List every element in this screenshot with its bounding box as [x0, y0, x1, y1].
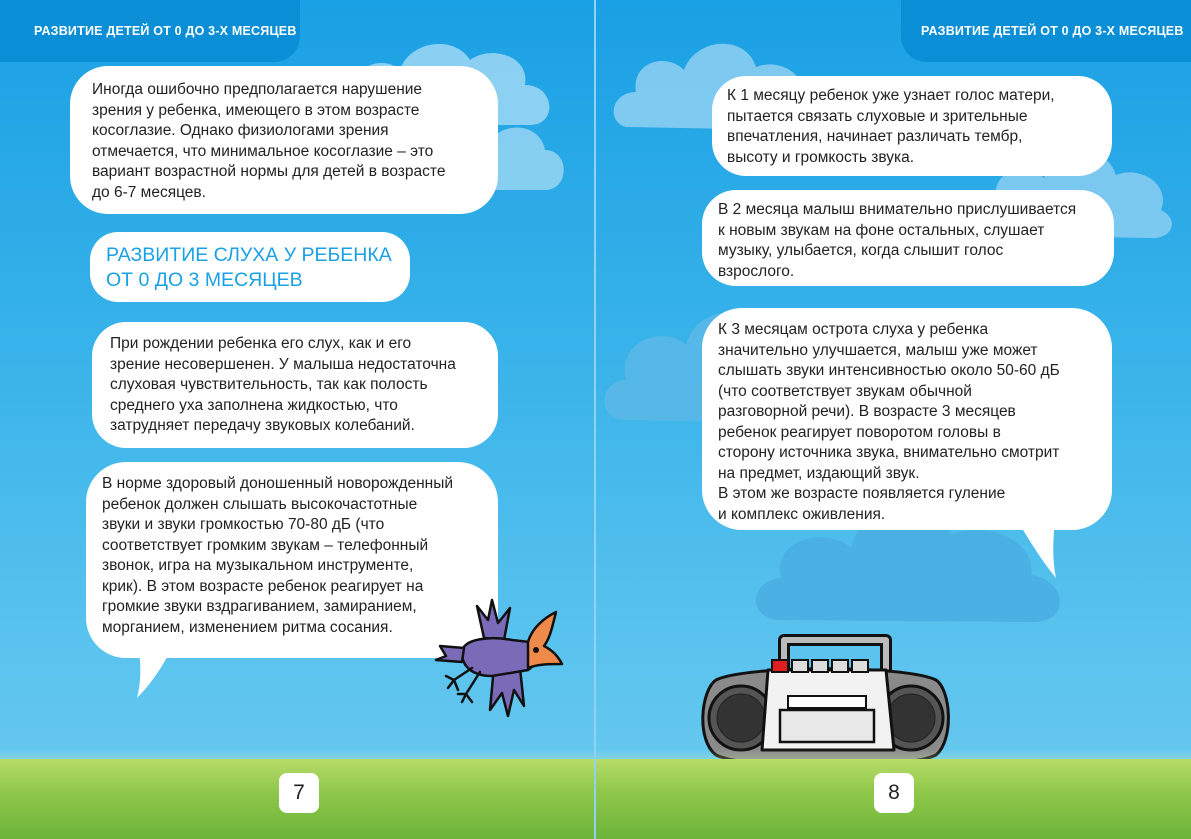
speech-bubble: [712, 76, 1112, 176]
page-header: РАЗВИТИЕ ДЕТЕЙ ОТ 0 ДО 3-Х МЕСЯЦЕВ: [0, 0, 300, 62]
text-line: слуховая чувствительность, так как полость: [110, 376, 428, 393]
right-page: [596, 0, 1191, 839]
text-line: взрослого.: [718, 262, 795, 280]
bubble-text: [92, 80, 482, 203]
bird-illustration: [432, 598, 566, 718]
text-line: зрение несовершенен. У малыша недостаточна: [110, 355, 456, 373]
heading-line: РАЗВИТИЕ СЛУХА У РЕБЕНКА: [106, 244, 392, 266]
text-line: К 1 месяцу ребенок уже узнает голос матери,: [727, 87, 1055, 104]
left-page: [0, 0, 594, 839]
text-line: высоту и громкость звука.: [727, 148, 915, 166]
speech-bubble: [702, 190, 1114, 286]
page-header: РАЗВИТИЕ ДЕТЕЙ ОТ 0 ДО 3-Х МЕСЯЦЕВ: [901, 0, 1191, 62]
heading-line: ОТ 0 ДО 3 МЕСЯЦЕВ: [106, 269, 303, 291]
text-line: Иногда ошибочно предполагается нарушение: [92, 81, 423, 98]
text-line: косоглазие. Однако физиологами зрения: [92, 122, 389, 139]
text-line: ребенок должен слышать высокочастотные: [102, 495, 418, 513]
text-line: крик). В этом возрасте ребенок реагирует на: [102, 577, 424, 595]
text-line: отмечается, что минимальное косоглазие – это: [92, 142, 434, 160]
text-line: музыку, улыбается, когда слышит голос: [718, 242, 1004, 259]
section-heading: [90, 232, 410, 302]
text-line: затрудняет передачу звуковых колебаний.: [110, 417, 415, 434]
text-line: к новым звукам на фоне остальных, слушает: [718, 221, 1045, 239]
text-line: зрения у ребенка, имеющего в этом возрасте: [92, 101, 420, 119]
text-line: При рождении ребенка его слух, как и его: [110, 335, 412, 352]
text-line: К 3 месяцам острота слуха у ребенка: [718, 321, 989, 338]
text-line: громкие звуки вздрагиванием, замиранием,: [102, 598, 417, 615]
page-number: 7: [279, 773, 319, 813]
text-line: сторону источника звука, внимательно смотрит: [718, 444, 1060, 461]
text-line: пытается связать слуховые и зрительные: [727, 107, 1028, 125]
text-line: среднего уха заполнена жидкостью, что: [110, 396, 398, 414]
text-line: звуки и звуки громкостью 70-80 дБ (что: [102, 516, 385, 533]
text-line: звонок, игра на музыкальном инструменте,: [102, 557, 414, 574]
text-line: В норме здоровый доношенный новорожденный: [102, 475, 454, 492]
text-line: значительно улучшается, малыш уже может: [718, 341, 1038, 359]
text-line: слышать звуки интенсивностью около 50-60 дБ: [718, 362, 1060, 379]
text-line: и комплекс оживления.: [718, 505, 886, 523]
text-line: (что соответствует звукам обычной: [718, 382, 972, 400]
text-line: морганием, изменением ритма сосания.: [102, 618, 393, 636]
page-number: 8: [874, 773, 914, 813]
text-line: В 2 месяца малыш внимательно прислушивается: [718, 201, 1077, 218]
text-line: разговорной речи). В возрасте 3 месяцев: [718, 403, 1016, 420]
text-line: на предмет, издающий звук.: [718, 464, 920, 482]
text-line: до 6-7 месяцев.: [92, 183, 206, 201]
text-line: В этом же возрасте появляется гуление: [718, 485, 1006, 502]
text-line: впечатления, начинает различать тембр,: [727, 128, 1023, 145]
speech-bubble: [70, 66, 498, 214]
text-line: соответствует громким звукам – телефонный: [102, 536, 429, 554]
text-line: ребенок реагирует поворотом головы в: [718, 423, 1001, 441]
text-line: вариант возрастной нормы для детей в возрасте: [92, 163, 446, 180]
speech-bubble: [702, 308, 1112, 530]
speech-bubble: [92, 322, 498, 448]
